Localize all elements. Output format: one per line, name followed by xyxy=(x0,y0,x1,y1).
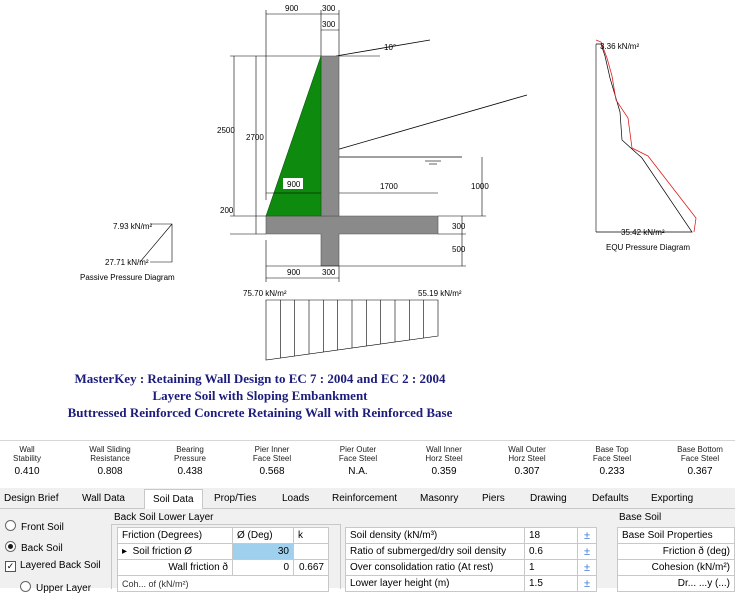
passive-bottom-value: 27.71 kN/m² xyxy=(105,258,149,267)
base-soil-grid xyxy=(617,527,735,592)
grid-head-friction: Friction (Degrees) xyxy=(118,528,233,544)
equ-bottom-value: 35.42 kN/m² xyxy=(621,228,665,237)
base-pressure-hatch xyxy=(280,300,423,358)
dim-h-200: 200 xyxy=(220,206,234,215)
radio-dot-icon xyxy=(20,581,31,592)
base-soil-row xyxy=(618,544,735,560)
ratio-item xyxy=(487,445,567,476)
utilisation-ratios xyxy=(0,440,735,483)
base-soil-row xyxy=(618,528,735,544)
ratio-item xyxy=(318,445,398,476)
soil-property-row xyxy=(346,576,597,592)
soil-friction-k xyxy=(294,544,329,560)
ratio-label-1: Base Bottom xyxy=(677,445,723,454)
soil-properties-grid xyxy=(345,527,597,592)
tab-soil-data[interactable]: Soil Data xyxy=(144,489,203,510)
slope-angle-line xyxy=(336,40,430,56)
radio-dot-selected-icon xyxy=(5,541,16,552)
tab-loads[interactable]: Loads xyxy=(282,493,310,504)
layered-back-soil-checkbox[interactable] xyxy=(5,560,101,572)
equ-pressure-black xyxy=(596,44,692,232)
property-label: Soil density (kN/m³) xyxy=(346,528,525,544)
property-value[interactable]: 1.5 xyxy=(525,576,578,592)
ratio-label-2: Stability xyxy=(12,454,41,463)
ratio-value: 0.438 xyxy=(177,466,203,477)
wall-stem xyxy=(321,56,339,216)
front-soil-label: Front Soil xyxy=(21,522,64,533)
dim-h-2700: 2700 xyxy=(246,133,264,142)
radio-dot-icon xyxy=(5,520,16,531)
soil-friction-label: Soil friction Ø xyxy=(132,546,193,557)
ratio-item xyxy=(70,445,150,476)
front-soil-radio[interactable] xyxy=(5,520,64,533)
equ-pressure-red xyxy=(596,40,696,232)
back-soil-label: Back Soil xyxy=(21,543,63,554)
ratio-value: 0.808 xyxy=(97,466,123,477)
tab-masonry[interactable]: Masonry xyxy=(420,493,459,504)
buttress xyxy=(266,56,321,216)
ratio-value: 0.307 xyxy=(514,466,540,477)
tab-drawing[interactable]: Drawing xyxy=(530,493,567,504)
plus-minus-icon[interactable]: ± xyxy=(578,560,597,576)
equ-top-value: 3.36 kN/m² xyxy=(600,42,640,51)
plus-minus-icon[interactable]: ± xyxy=(578,544,597,560)
group-title: Back Soil Lower Layer xyxy=(114,512,214,523)
ratio-item xyxy=(660,445,735,476)
plus-minus-icon[interactable]: ± xyxy=(578,576,597,592)
title-line-3: Buttressed Reinforced Concrete Retaining Wall with Reinforced Base xyxy=(67,405,453,420)
grid-head-k: k xyxy=(294,528,329,544)
upper-layer-label: Upper Layer xyxy=(36,583,92,594)
checkmark-icon: ✓ xyxy=(6,561,15,571)
ratio-label-2: Face Steel xyxy=(252,454,292,463)
soil-property-row xyxy=(346,560,597,576)
tab-wall-data[interactable]: Wall Data xyxy=(82,493,125,504)
property-value[interactable]: 18 xyxy=(525,528,578,544)
ratio-label-2: Pressure xyxy=(173,454,206,463)
dim-mid-1700: 1700 xyxy=(380,182,398,191)
row-soil-friction-label xyxy=(118,544,233,560)
dimension-lines xyxy=(230,10,486,282)
passive-pressure-diagram xyxy=(150,224,172,262)
wall-friction-k: 0.667 xyxy=(294,560,329,576)
ratio-label-2: Face Steel xyxy=(338,454,378,463)
property-label: Over consolidation ratio (At rest) xyxy=(346,560,525,576)
plus-minus-icon[interactable]: ± xyxy=(578,528,597,544)
ratio-label-2: Horz Steel xyxy=(508,454,546,463)
ratio-value: 0.359 xyxy=(431,466,457,477)
ratio-value: 0.410 xyxy=(14,466,40,477)
soil-data-panel xyxy=(0,509,735,594)
base-soil-cell[interactable]: Dr... ...y (...) xyxy=(618,576,735,592)
cohesion-row: Coh... of (kN/m²) xyxy=(118,576,329,592)
dim-bot-900: 900 xyxy=(287,268,301,277)
ratio-label-1: Pier Outer xyxy=(339,445,377,454)
property-label: Ratio of submerged/dry soil density xyxy=(346,544,525,560)
soil-property-row xyxy=(346,544,597,560)
dim-h-2500: 2500 xyxy=(217,126,235,135)
ratio-item xyxy=(232,445,312,476)
friction-grid xyxy=(117,527,329,592)
dim-h-500: 500 xyxy=(452,245,466,254)
row-pointer-icon: ▸ xyxy=(122,546,128,557)
property-value[interactable]: 1 xyxy=(525,560,578,576)
dim-bot-300: 300 xyxy=(322,268,336,277)
ratio-label-1: Bearing xyxy=(176,445,204,454)
embankment-slope-line xyxy=(336,95,527,150)
ratio-label-1: Base Top xyxy=(595,445,629,454)
passive-top-value: 7.93 kN/m² xyxy=(113,222,153,231)
ratio-item xyxy=(150,445,230,476)
dim-h-300: 300 xyxy=(452,222,466,231)
ratio-value: N.A. xyxy=(348,466,368,477)
equ-caption: EQU Pressure Diagram xyxy=(606,243,691,252)
base-soil-row xyxy=(618,560,735,576)
property-value[interactable]: 0.6 xyxy=(525,544,578,560)
dim-top-300a: 300 xyxy=(322,4,336,13)
tab-piers[interactable]: Piers xyxy=(482,493,505,504)
tab-bar xyxy=(0,488,735,509)
back-soil-radio[interactable] xyxy=(5,541,63,554)
ratio-item xyxy=(0,445,67,476)
base-soil-cell[interactable]: Friction ð (deg) xyxy=(618,544,735,560)
base-slab xyxy=(266,216,438,266)
layered-back-soil-label: Layered Back Soil xyxy=(20,560,101,571)
base-right-value: 55.19 kN/m² xyxy=(418,289,462,298)
ratio-value: 0.568 xyxy=(259,466,285,477)
title-line-1: MasterKey : Retaining Wall Design to EC 7 : 2004 and EC 2 : 2004 xyxy=(74,371,446,386)
base-soil-title: Base Soil xyxy=(619,512,662,523)
dim-slope-angle: 10° xyxy=(384,43,397,52)
ratio-value: 0.367 xyxy=(687,466,713,477)
dim-h-1000: 1000 xyxy=(471,182,489,191)
wall-friction-value[interactable]: 0 xyxy=(233,560,294,576)
grid-head-phi: Ø (Deg) xyxy=(233,528,294,544)
wall-friction-label: Wall friction ð xyxy=(118,560,233,576)
base-soil-cell[interactable]: Base Soil Properties xyxy=(618,528,735,544)
title-line-2: Layere Soil with Sloping Embankment xyxy=(152,388,368,403)
ratio-item xyxy=(572,445,652,476)
tab-prop-ties[interactable]: Prop/Ties xyxy=(214,493,257,504)
ratio-label-1: Wall Inner xyxy=(426,445,462,454)
ratio-label-1: Pier Inner xyxy=(254,445,290,454)
ratio-label-2: Face Steel xyxy=(592,454,632,463)
dim-top-300b: 300 xyxy=(322,20,336,29)
title-block xyxy=(0,370,520,421)
property-label: Lower layer height (m) xyxy=(346,576,525,592)
tab-reinforcement[interactable]: Reinforcement xyxy=(332,493,398,504)
ratio-label-2: Resistance xyxy=(90,454,130,463)
dim-mid-900: 900 xyxy=(287,180,301,189)
base-soil-row xyxy=(618,576,735,592)
passive-caption: Passive Pressure Diagram xyxy=(80,273,175,282)
tab-exporting[interactable]: Exporting xyxy=(651,493,694,504)
tab-defaults[interactable]: Defaults xyxy=(592,493,629,504)
ratio-value: 0.233 xyxy=(599,466,625,477)
ratio-label-2: Face Steel xyxy=(680,454,720,463)
soil-property-row xyxy=(346,528,597,544)
ratio-label-2: Horz Steel xyxy=(425,454,463,463)
ratio-label-1: Wall Outer xyxy=(508,445,546,454)
tab-design-brief[interactable]: Design Brief xyxy=(4,493,59,504)
ratio-label-1: Wall xyxy=(19,445,35,454)
dim-top-900: 900 xyxy=(285,4,299,13)
soil-friction-value[interactable]: 30 xyxy=(233,544,294,560)
base-left-value: 75.70 kN/m² xyxy=(243,289,287,298)
ratio-label-1: Wall Sliding xyxy=(89,445,131,454)
base-soil-cell[interactable]: Cohesion (kN/m²) xyxy=(618,560,735,576)
ratio-item xyxy=(404,445,484,476)
